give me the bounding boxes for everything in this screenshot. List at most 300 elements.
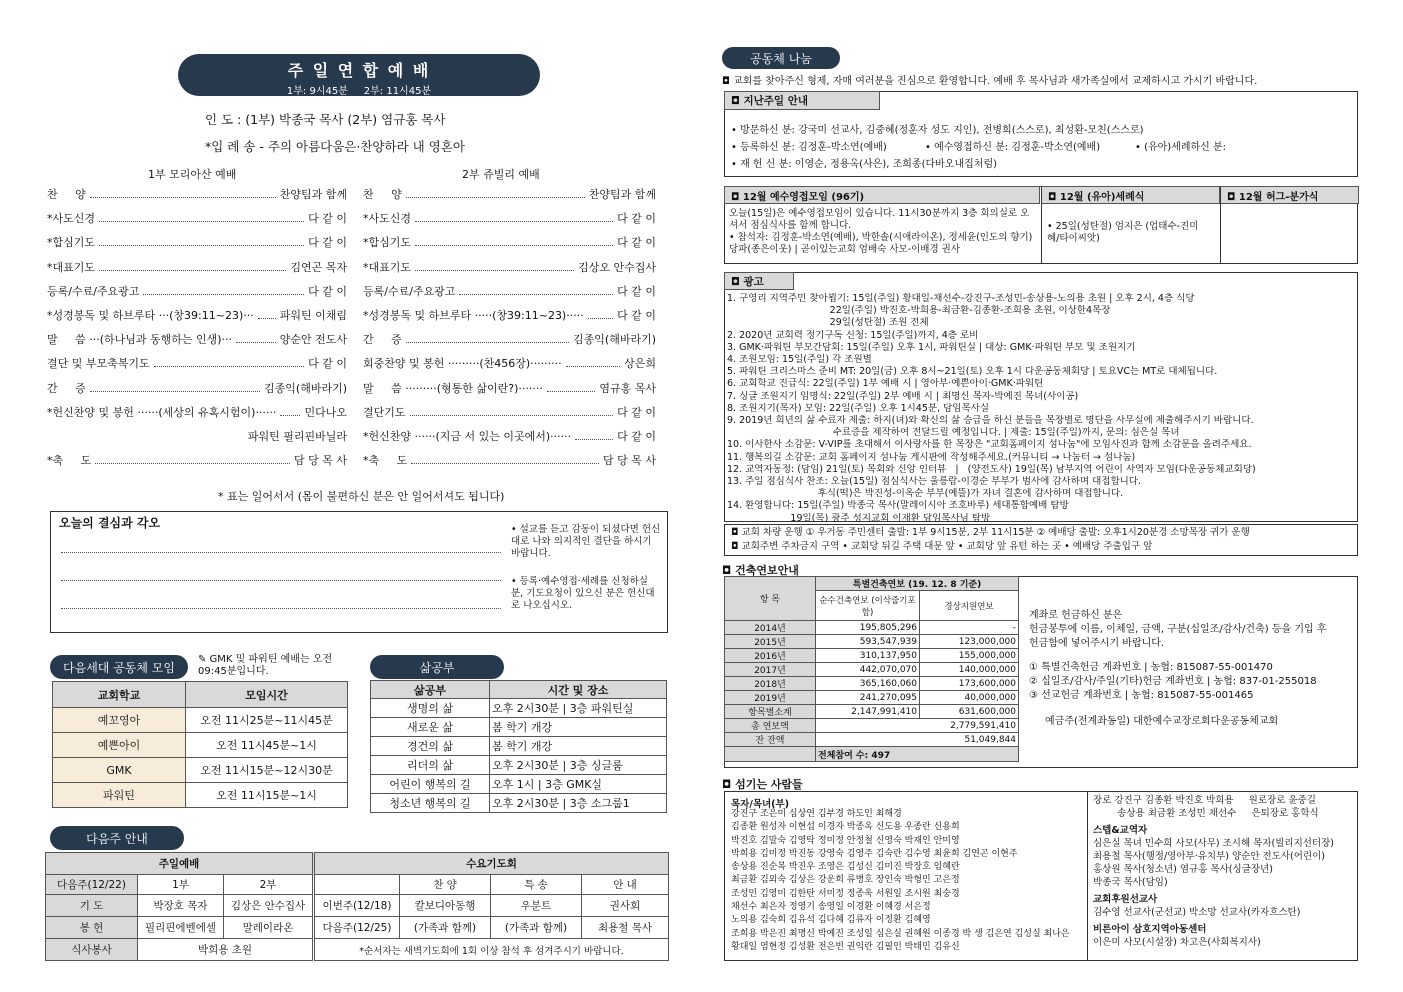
leader-dots <box>143 283 304 295</box>
table-cell: 예꼬영아 <box>53 708 186 733</box>
ad-line: 6. 교회학교 진급식: 22일(주일) 1부 예배 시 | 영아부·예쁜아이·GMK·파워틴 <box>727 378 1044 390</box>
table-cell: 오후 1시 | 3층 GMK실 <box>490 775 667 794</box>
table-cell: 전체참여 수: 497 <box>816 747 1019 762</box>
parking-line: ◘ 교회주변 주차금지 구역 • 교회당 뒤길 주택 대문 앞 • 교회당 앞 유턴 하는 곳 • 예배당 주출입구 앞 <box>731 541 1153 552</box>
order-item <box>363 283 656 299</box>
building-title: ◘ 건축연보안내 <box>722 564 799 577</box>
leader-dots <box>415 259 574 271</box>
table-cell: 생명의 삶 <box>371 699 490 718</box>
leader-dots <box>51 428 244 440</box>
table-cell: 총 연보액 <box>725 719 816 733</box>
order-item-label: 등록/수료/주요광고 <box>363 284 456 298</box>
table-cell: 2018년 <box>725 677 816 691</box>
account-line: ① 특별건축헌금 계좌번호 | 농협: 815087-55-001470 <box>1029 662 1273 673</box>
table-row <box>725 663 1019 677</box>
elders-line: 송상용 최금환 조성민 채선수 은퇴장로 홍학식 <box>1093 808 1319 819</box>
order-item <box>47 331 347 347</box>
preacher-line: 인 도 : (1부) 박종국 목사 (2부) 염규홍 목사 <box>205 112 446 127</box>
order-item <box>47 428 347 444</box>
table-row <box>725 677 1019 691</box>
table-row <box>725 649 1019 663</box>
table-cell: (가족과 함께) <box>400 917 491 939</box>
leader-dots <box>410 404 614 416</box>
order-item <box>363 210 656 226</box>
table-cell: 다음주(12/25) <box>314 917 400 939</box>
ads-box <box>724 272 1358 522</box>
resolve-line <box>61 552 501 553</box>
table-cell: 박장호 목자 <box>138 895 224 917</box>
table-cell: 항목별소계 <box>725 705 816 719</box>
order-item-label: *축 도 <box>47 454 92 468</box>
service1-title: 1부 모리아산 예배 <box>148 168 237 181</box>
servants-divider <box>1087 792 1088 960</box>
leader-dots <box>99 259 286 271</box>
order-item <box>47 307 347 323</box>
table-cell: 권사회 <box>582 895 669 917</box>
nextweek-title: 다음주 안내 <box>50 826 184 850</box>
order-item <box>363 404 656 420</box>
order-item-person: 다 같 이 <box>617 309 656 322</box>
table-cell: 봉 헌 <box>46 917 138 939</box>
leaders-title: 목자/목녀(부) <box>731 799 790 810</box>
building-table <box>724 576 1019 762</box>
table-cell: 우분트 <box>491 895 582 917</box>
order-item <box>47 234 347 250</box>
leader-dots <box>406 331 569 343</box>
table-cell: 442,070,070 <box>816 663 920 677</box>
account-line: ③ 선교헌금 계좌번호 | 농협: 815087-55-001465 <box>1029 690 1254 701</box>
staff-line: 심은실 목녀 민수희 사모(사무) 조시해 목자(빌리지선터장) <box>1093 838 1334 849</box>
table-cell: 칼보디아동행 <box>400 895 491 917</box>
service2-title: 2부 쥬빌리 예배 <box>462 168 540 181</box>
info-line: 헌금봉투에 이름, 이체일, 금액, 구분(십일조/감사/건축) 등을 기입 후 <box>1029 624 1327 635</box>
order-item-label: *성경봉독 및 하브루타 ·····(창39:11~23)····· <box>363 309 584 322</box>
table-cell: 140,000,000 <box>920 663 1019 677</box>
order-item-label: *합심기도 <box>47 236 96 250</box>
ad-line: 8. 조원지기(목자) 모임: 22일(주일) 오후 1시45분, 담임목사실 <box>727 402 989 414</box>
order-item <box>47 259 347 275</box>
order-item-person: 김상오 안수집사 <box>578 260 656 274</box>
ad-line: 4. 조원모임: 15일(주일) 각 조원별 <box>727 354 872 366</box>
ad-line: 2. 2020년 교회력 정기구독 신청: 15일(주일)까지, 4층 로비 <box>727 329 979 341</box>
order-item-person: 다 같 이 <box>308 357 347 371</box>
missionary-line: 김수영 선교사(군선교) 박소망 선교사(카자흐스탄) <box>1093 907 1301 918</box>
center-line: 이은미 사모(시설장) 차고은(사회복지사) <box>1093 937 1261 948</box>
table-cell: 어린이 행복의 길 <box>371 775 490 794</box>
table-row <box>725 719 1019 733</box>
leaders-list <box>731 808 1085 954</box>
table-cell: 2016년 <box>725 649 816 663</box>
nextgen-header: 모임시간 <box>186 682 348 708</box>
table-cell: 다음주(12/22) <box>46 875 138 895</box>
info-line: 헌금함에 넣어주시기 바랍니다. <box>1029 638 1165 649</box>
missionary-title: 교회후원선교사 <box>1093 894 1158 905</box>
staff-title: 스텝&교역자 <box>1093 825 1148 836</box>
order-item-label: 등록/수료/주요광고 <box>47 284 140 298</box>
table-row <box>725 733 1019 747</box>
ad-line: 12. 교역자동정: (담임) 21일(토) 목회와 신앙 인터뷰 | (양전도사) 19일(목) 남부지역 어린이 사역자 모임(다운공동체교회당) <box>727 463 1256 475</box>
ad-line: 7. 싱글 조원지기 임명식: 22일(주일) 2부 예배 시 | 최명신 목자-박예진 목녀(사이공) <box>727 390 1079 402</box>
ad-line: 후식(떡)은 박진성-이옥순 부부(예뜰)가 자녀 결혼에 감사하며 대접합니다. <box>727 488 1124 500</box>
last-week-title: ◘ 지난주일 안내 <box>724 91 880 110</box>
table-cell: 특별건축연보 (19. 12. 8 기준) <box>816 577 1019 591</box>
table-row <box>725 621 1019 635</box>
leader-line: 김종환 원성자 이현섭 이경자 박종옥 신도용 우종란 신용희 <box>731 822 960 833</box>
order-item-person: 다 같 이 <box>308 236 347 250</box>
order-item <box>363 355 656 371</box>
order-item <box>47 355 347 371</box>
ad-line: 13. 주일 점심식사 찬조: 오늘(15일) 점심식사는 울릉람-이경순 부부가 범사에 감사하며 대접합니다. <box>727 476 1142 488</box>
nextgen-note: ✎ GMK 및 파워틴 예배는 오전 09:45분입니다. <box>198 654 333 677</box>
last-week-line: • (유아)세례하신 분: <box>1135 142 1227 153</box>
table-row <box>46 875 669 895</box>
order-item-label: *헌신찬양 ······(지금 서 있는 이곳에서)······ <box>363 430 572 443</box>
leader-dots <box>575 428 613 440</box>
table-cell: 1부 <box>138 875 224 895</box>
order-item <box>363 380 656 396</box>
ad-line: 1. 구영리 지역주민 찾아뵙기: 15일(주일) 황대일-채선수-강진구-조성민-송상용-노의용 초원 | 오후 2시, 4층 식당 <box>727 293 1195 304</box>
table-cell: 잔 잔액 <box>725 733 816 747</box>
order-item-label: 말 씀 ·········(형통한 삶이란?)······· <box>363 381 543 395</box>
order-item <box>47 283 347 299</box>
table-cell: 파워틴 <box>53 783 186 808</box>
leader-line: 박진호 김말숙 김영탁 정미정 안정철 신영숙 박재인 안미영 <box>731 835 960 846</box>
table-cell: 봄 학기 개강 <box>490 718 667 737</box>
elders-line: 장로 강진구 김종환 박진호 박희용 원로장로 윤중길 <box>1093 795 1316 806</box>
table-cell: 40,000,000 <box>920 691 1019 705</box>
table-cell: 365,160,060 <box>816 677 920 691</box>
order-item-person: 김종익(해바라기) <box>573 333 656 347</box>
leader-dots <box>280 404 300 416</box>
dec-col1-text: 오늘(15일)은 예수영접모임이 있습니다. 11시30분까지 3층 회의실로 오셔서 점심식사를 함께 합니다. <box>729 208 1030 231</box>
table-cell: 오후 2시30분 | 3층 파워틴실 <box>490 699 667 718</box>
leader-line: 조희용 박은진 최명신 박예진 조성일 심은실 권혜원 이종경 박 생 김은연 김성실 최나은 <box>731 928 1070 939</box>
order-item <box>363 234 656 250</box>
leader-dots <box>99 210 304 222</box>
order-item-person: 김연곤 목자 <box>290 260 347 274</box>
leader-dots <box>415 234 613 246</box>
ad-line: 수료증을 제작하여 전달드릴 예정입니다. | 제출: 15일(주일)까지, 문의: 심은실 목녀 <box>727 427 1180 439</box>
table-cell: 항 목 <box>725 577 816 621</box>
table-cell: 오전 11시15분~1시 <box>186 783 348 808</box>
leader-line: 황대일 염현정 김성환 전은빈 권익란 김필인 박태민 김유신 <box>731 941 960 952</box>
order-item-label: *축 도 <box>363 454 408 468</box>
table-row <box>53 708 348 733</box>
sunday-header: 주일예배 <box>46 853 314 875</box>
order-item-label: 간 증 <box>363 333 402 347</box>
life-table <box>370 680 667 813</box>
table-cell: 2015년 <box>725 635 816 649</box>
order-item-person: 다 같 이 <box>617 430 656 443</box>
order-item-person: 다 같 이 <box>617 405 656 419</box>
resolve-line <box>61 580 501 581</box>
table-cell: 155,000,000 <box>920 649 1019 663</box>
leader-line: 송상용 진순복 박진우 조영은 김성신 김미진 박장호 임혜란 <box>731 862 960 873</box>
order-item-label: *대표기도 <box>47 260 96 274</box>
table-cell: 청소년 행복의 길 <box>371 794 490 813</box>
order-item-person: 파워틴 필리핀바닐라 <box>247 430 347 443</box>
order-item-label: 찬 양 <box>363 188 402 201</box>
service-times: 1부: 9시45분 2부: 11시45분 <box>286 86 432 97</box>
order-item-label: 결단기도 <box>363 405 406 419</box>
table-cell: 찬 양 <box>400 875 491 895</box>
table-row <box>371 794 667 813</box>
order-item-label: 찬 양 <box>47 188 86 201</box>
table-cell: 631,600,000 <box>920 705 1019 719</box>
community-title: 공동체 나눔 <box>722 47 840 69</box>
dec-col1-title: ◘ 12월 예수영접모임 (96기) <box>724 186 1040 204</box>
order-item-person: 염규홍 목사 <box>599 381 656 395</box>
dec-col3-title: ◘ 12월 허그-분가식 <box>1220 186 1359 204</box>
order-item-label: *사도신경 <box>363 212 412 226</box>
table-cell: 리더의 삶 <box>371 756 490 775</box>
nextweek-table <box>45 852 669 961</box>
leader-line: 박희용 김미정 박진동 강영숙 김영주 김숙란 김수영 최윤희 김연곤 이현주 <box>731 848 1018 859</box>
leader-dots <box>411 452 599 464</box>
building-box <box>724 576 1358 768</box>
table-cell: 2014년 <box>725 621 816 635</box>
leader-dots <box>588 307 613 319</box>
table-cell: 식사봉사 <box>46 939 138 961</box>
dec-divider <box>1041 187 1042 263</box>
order-item <box>363 186 656 202</box>
order-item-label: *대표기도 <box>363 260 412 274</box>
order-item-person: 찬양팀과 함께 <box>279 188 347 201</box>
service-title: 주 일 연 합 예 배 <box>287 61 431 80</box>
order-item-label: 회중찬양 및 봉헌 ·········(찬456장)········· <box>363 357 562 371</box>
table-cell: 경건의 삶 <box>371 737 490 756</box>
table-row <box>371 756 667 775</box>
service2-order <box>363 186 656 486</box>
table-cell: 새로운 삶 <box>371 718 490 737</box>
table-cell: 말레이라온 <box>224 917 314 939</box>
december-box <box>724 186 1358 264</box>
staff-line: 최용철 목사(행정/영아부·유치부) 양순안 전도사(어린이) <box>1093 851 1325 862</box>
order-item <box>363 331 656 347</box>
resolve-title: 오늘의 결심과 각오 <box>59 516 161 530</box>
table-cell: 오후 2시30분 | 3층 싱글룸 <box>490 756 667 775</box>
leader-line: 강진구 조은미 심상연 김부경 하도인 최해경 <box>731 809 902 819</box>
table-cell: 2부 <box>224 875 314 895</box>
table-cell: 195,805,296 <box>816 621 920 635</box>
table-cell: 2017년 <box>725 663 816 677</box>
order-item <box>47 452 347 468</box>
ad-line: 14. 환영합니다: 15일(주일) 박종국 목사(말레이시아 조호바루) 세대통합예배 탐방 <box>727 500 1069 512</box>
life-header: 시간 및 장소 <box>490 681 667 699</box>
leader-dots <box>236 331 276 343</box>
order-item-label: *합심기도 <box>363 236 412 250</box>
order-item <box>47 210 347 226</box>
table-cell: 경상지원연보 <box>920 591 1019 621</box>
table-cell: 173,600,000 <box>920 677 1019 691</box>
table-cell: *순서자는 새벽기도회에 1회 이상 참석 후 섬겨주시기 바랍니다. <box>314 939 669 961</box>
leader-dots <box>459 283 613 295</box>
table-row <box>53 733 348 758</box>
table-row <box>725 635 1019 649</box>
dec-col1-body <box>729 208 1037 256</box>
table-cell: 593,547,939 <box>816 635 920 649</box>
table-cell: 오후 2시30분 | 3층 소그룹1 <box>490 794 667 813</box>
table-row <box>725 691 1019 705</box>
table-cell: 123,000,000 <box>920 635 1019 649</box>
ad-line: 10. 이사한사 소감문: V-VIP를 초대해서 이사랑사를 한 목장은 "교회홈페이지 섬나눔"에 모임사진과 함께 소감문을 올려주세요. <box>727 439 1252 451</box>
wednesday-header: 수요기도회 <box>314 853 669 875</box>
life-header: 삶공부 <box>371 681 490 699</box>
table-cell: 2,147,991,410 <box>816 705 920 719</box>
parking-line: ◘ 교회 차량 운행 ① 우거동 주민센터 출발: 1부 9시15분, 2부 11시15분 ② 예배당 출발: 오후1시20분경 소망목장 귀가 운행 <box>731 527 1250 538</box>
servants-box <box>724 791 1358 961</box>
last-week-line: • 등록하신 분: 김정훈-박소연(예배) <box>731 142 887 153</box>
order-item-person: 다 같 이 <box>308 212 347 226</box>
service-header <box>178 54 540 96</box>
order-item <box>363 259 656 275</box>
table-row <box>53 758 348 783</box>
order-item-person: 담 당 목 사 <box>603 454 656 468</box>
table-cell: 김상은 안수집사 <box>224 895 314 917</box>
order-item-person: 담 당 목 사 <box>294 454 347 468</box>
nextgen-table <box>52 681 348 808</box>
account-holder: 예금주(전계좌동일) 대한예수교장로회다운공동체교회 <box>1045 716 1279 727</box>
order-item-person: 다 같 이 <box>308 284 347 298</box>
account-line: ② 십일조/감사/주일(기타)헌금 계좌번호 | 농협: 837-01-255018 <box>1029 676 1317 687</box>
ad-line: 29일(성탄절) 조원 전체 <box>727 317 929 329</box>
order-item-person: 다 같 이 <box>617 284 656 298</box>
resolve-box <box>50 511 668 633</box>
hymn-line: *입 례 송 - 주의 아름다움은·찬양하라 내 영혼아 <box>205 139 465 154</box>
table-row <box>46 917 669 939</box>
leader-dots <box>258 307 276 319</box>
last-week-line: • 재 헌 신 분: 이영순, 정용옥(사은), 조희종(다바오내집처럼) <box>731 159 998 170</box>
leader-dots <box>406 186 585 198</box>
info-line: 계좌로 헌금하신 분은 <box>1029 610 1123 621</box>
dec-col1-text: • 참석자: 김정훈-박소연(예배), 박한솔(시애라이온), 정세윤(인도의 향기) 당파(종은이웃) | 곧이있는교회 엄배숙 사모-이배경 권사 <box>729 232 1033 255</box>
leader-line: 채선수 최은자 정영기 송영일 이경환 이혜경 서은정 <box>731 902 931 913</box>
table-row <box>725 705 1019 719</box>
order-item-label: 말 씀 ···(하나님과 동행하는 인생)··· <box>47 333 233 347</box>
table-row <box>53 783 348 808</box>
order-item <box>47 380 347 396</box>
order-item <box>363 307 656 323</box>
order-item-label: *헌신찬양 및 봉헌 ······(세상의 유혹시험이)······ <box>47 405 277 419</box>
resolve-bullet-1: • 설교를 듣고 감동이 되셨다면 헌신대로 나와 의지적인 결단을 하시기 바랍니다. <box>511 524 661 559</box>
staff-line: 홍상원 목사(청소년) 염규홍 목사(싱글장년) <box>1093 864 1273 875</box>
center-title: 비른아이 삼호지역아동센터 <box>1093 924 1207 935</box>
table-cell: 안 내 <box>582 875 669 895</box>
leader-dots <box>99 234 304 246</box>
order-item-person: 다 같 이 <box>617 236 656 250</box>
leader-dots <box>90 380 260 392</box>
dec-divider <box>1220 187 1221 263</box>
leader-dots <box>415 210 613 222</box>
leader-line: 최금환 김외숙 김상은 강운희 류병호 장인숙 박형민 고은정 <box>731 875 960 886</box>
leader-dots <box>90 186 276 198</box>
life-title: 삶공부 <box>370 655 504 679</box>
table-cell: GMK <box>53 758 186 783</box>
parking-box <box>724 524 1358 556</box>
order-item <box>363 428 656 444</box>
leader-line: 노의용 김숙희 김유석 김다혜 김류자 이정환 김혜영 <box>731 915 931 926</box>
table-cell <box>314 875 400 895</box>
ad-line: 9. 2019년 희년의 삶 수료자 제출: 하지(녀)와 확신의 삶 승급을 하신 분들을 목장별로 명단을 사무실에 제출해주시기 바랍니다. <box>727 415 1254 427</box>
leader-line: 조성민 김영미 김한탄 서미정 정종욱 서원일 조시원 최숭경 <box>731 888 960 899</box>
table-cell: 310,137,950 <box>816 649 920 663</box>
table-cell: 2,779,591,410 <box>816 719 1019 733</box>
ad-line: 5. 파워틴 크리스마스 준비 MT: 20일(금) 오후 8시~21일(토) 오후 1시 다운공동체회당 | 토요VC는 MT로 대체됩니다. <box>727 366 1218 378</box>
order-item-person: 상은희 <box>624 357 656 371</box>
order-item-person: 양순안 전도사 <box>279 333 347 347</box>
table-row <box>371 699 667 718</box>
table-cell: 순수건축연보 (이삭줍기포함) <box>816 591 920 621</box>
leader-dots <box>547 380 596 392</box>
ad-line: 19일(목) 광주 성지교회 이재환 담임목사님 탐방 <box>727 512 991 524</box>
order-item-label: *성경봉독 및 하브루타 ···(창39:11~23)··· <box>47 309 254 322</box>
order-item-person: 찬양팀과 함께 <box>588 188 656 201</box>
service1-order <box>47 186 347 486</box>
last-week-box <box>724 91 1358 177</box>
servants-right <box>1093 794 1355 949</box>
nextgen-title: 다음세대 공동체 모임 <box>50 655 188 679</box>
resolve-line <box>61 608 501 609</box>
ads-list <box>727 293 1355 525</box>
table-cell: 최용철 목사 <box>582 917 669 939</box>
table-row <box>46 939 669 961</box>
table-cell: 51,049,844 <box>816 733 1019 747</box>
order-item <box>47 186 347 202</box>
leader-dots <box>95 452 290 464</box>
order-item-label: 간 증 <box>47 381 86 395</box>
table-cell: 특 송 <box>491 875 582 895</box>
servants-title: ◘ 섬기는 사람들 <box>722 778 803 791</box>
ad-line: 22일(주일) 박진호-박희용-최금환-김종환-조희용 초원, 이상한4목장 <box>727 305 1111 317</box>
dec-col2-body: • 25일(성탄절) 엄지은 (업태수-진미혜/타이씨앗) <box>1047 221 1199 244</box>
ad-line: 11. 행복의길 소감문: 교회 홈페이지 섬나눔 게시판에 작성해주세요.(커뮤니티 → 나눔터 → 섬나눔) <box>727 451 1136 463</box>
table-cell: 봄 학기 개강 <box>490 737 667 756</box>
staff-line: 박종국 목사(담임) <box>1093 877 1168 888</box>
welcome-text: ◘ 교회를 찾아주신 형제, 자매 여러분을 진심으로 환영합니다. 예배 후 목사님과 새가족실에서 교제하시고 가시기 바랍니다. <box>722 76 1258 87</box>
order-item-label: 결단 및 부모축복기도 <box>47 357 150 371</box>
table-cell: 오전 11시45분~1시 <box>186 733 348 758</box>
table-cell: (가족과 함께) <box>491 917 582 939</box>
building-info <box>1029 609 1349 729</box>
nextgen-header: 교회학교 <box>53 682 186 708</box>
table-cell: 예쁜아이 <box>53 733 186 758</box>
leader-dots <box>566 355 620 367</box>
resolve-bullet-2: • 등록·예수영접·세례를 신청하실 분, 기도요청이 있으신 분은 헌신대로 나오십시오. <box>511 576 655 611</box>
table-cell: - <box>920 621 1019 635</box>
order-item-label: *사도신경 <box>47 212 96 226</box>
order-item-person: 김종익(해바라기) <box>264 381 347 395</box>
table-row <box>725 747 1019 762</box>
leader-dots <box>154 355 304 367</box>
table-cell: 오전 11시25분~11시45분 <box>186 708 348 733</box>
table-row <box>46 895 669 917</box>
table-cell: 241,270,095 <box>816 691 920 705</box>
table-row <box>371 775 667 794</box>
table-row <box>371 718 667 737</box>
table-cell: 기 도 <box>46 895 138 917</box>
table-cell: 필리핀에벤에셀 <box>138 917 224 939</box>
table-cell: 2019년 <box>725 691 816 705</box>
order-item-person: 파워틴 이채림 <box>279 309 347 322</box>
ad-line: 3. GMK·파워틴 부모간담회: 15일(주일) 오후 1시, 파워틴실 | 대상: GMK·파워틴 부모 및 조원지기 <box>727 341 1136 353</box>
last-week-line: • 예수영접하신 분: 김정훈-박소연(예배) <box>925 142 1101 153</box>
ads-title: ◘ 광고 <box>724 272 794 290</box>
table-row <box>371 737 667 756</box>
table-cell: 오전 11시15분~12시30분 <box>186 758 348 783</box>
table-cell: 이번주(12/18) <box>314 895 400 917</box>
last-week-line: • 방문하신 분: 강국미 선교사, 김중혜(정훈자 성도 지인), 전병희(스스로), 최성환-모친(스스로) <box>731 125 1144 136</box>
table-cell: 박희용 초원 <box>138 939 314 961</box>
